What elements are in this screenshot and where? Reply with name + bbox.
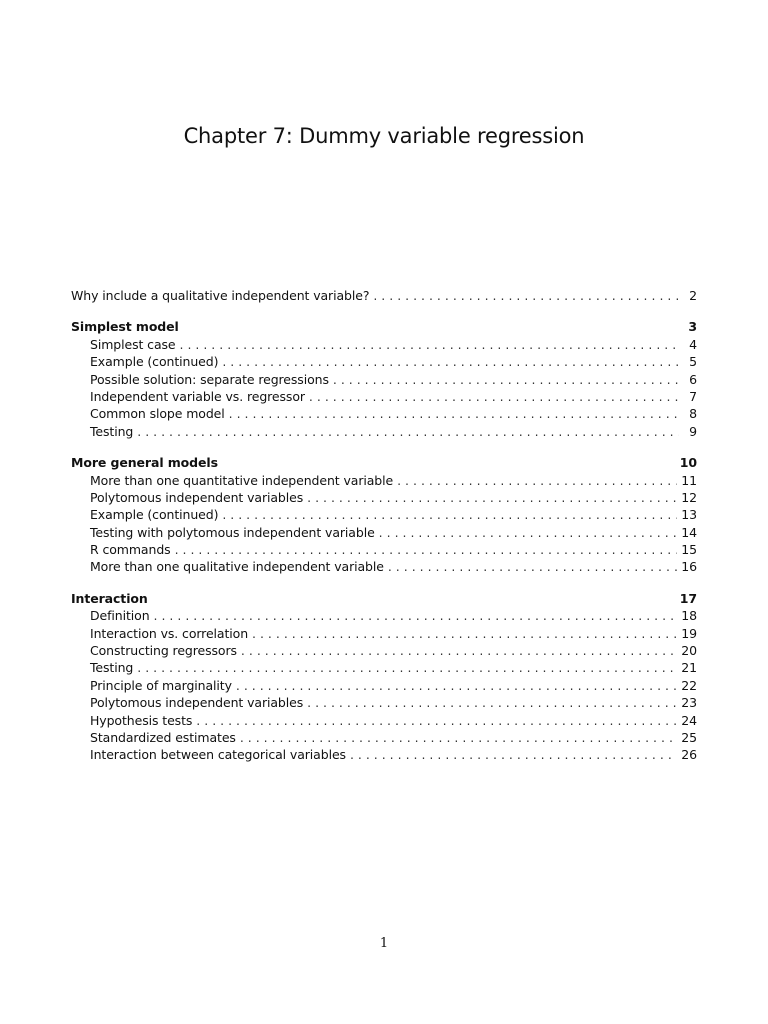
toc-entry-page: 8 xyxy=(689,406,697,422)
toc-leader-dots xyxy=(236,677,677,694)
toc-entry-page: 19 xyxy=(681,625,697,641)
toc-entry-page: 4 xyxy=(689,336,697,352)
toc-entry[interactable] xyxy=(71,336,697,353)
toc-entry[interactable] xyxy=(71,694,697,711)
toc-entry-label: More than one quantitative independent variable xyxy=(90,472,394,488)
toc-entry[interactable] xyxy=(71,524,697,541)
toc-entry[interactable] xyxy=(71,388,697,405)
toc-section-interaction xyxy=(71,590,697,764)
toc-entry-page: 16 xyxy=(681,559,697,575)
toc-entry[interactable] xyxy=(71,712,697,729)
toc-entry-intro[interactable] xyxy=(71,287,697,304)
toc-entry[interactable] xyxy=(71,558,697,575)
toc-entry-label: Testing xyxy=(90,660,134,676)
toc-entry[interactable] xyxy=(71,625,697,642)
page-number: 1 xyxy=(379,936,389,951)
toc-entry-label: Constructing regressors xyxy=(90,643,237,659)
toc-entry-label: Possible solution: separate regressions xyxy=(90,371,329,387)
toc-section-heading[interactable] xyxy=(71,318,697,335)
toc-entry-label: Principle of marginality xyxy=(90,677,232,693)
toc-leader-dots xyxy=(373,287,679,304)
toc-entry-page: 13 xyxy=(681,507,697,523)
toc-leader-dots xyxy=(397,472,677,489)
toc-leader-dots xyxy=(222,353,679,370)
toc-leader-dots xyxy=(196,712,677,729)
toc-entry[interactable] xyxy=(71,472,697,489)
toc-entry[interactable] xyxy=(71,746,697,763)
toc-entry[interactable] xyxy=(71,659,697,676)
toc-section-heading[interactable] xyxy=(71,454,697,471)
toc-entry-label: Interaction vs. correlation xyxy=(90,625,249,641)
toc-leader-dots xyxy=(252,625,677,642)
toc-entry-page: 24 xyxy=(681,712,697,728)
toc-entry[interactable] xyxy=(71,353,697,370)
toc-entry-page: 5 xyxy=(689,354,697,370)
toc-entry-page: 14 xyxy=(681,524,697,540)
toc-entry-label: Why include a qualitative independent variable? xyxy=(71,288,370,303)
toc-entry[interactable] xyxy=(71,642,697,659)
toc-entry[interactable] xyxy=(71,489,697,506)
toc-leader-dots xyxy=(137,423,679,440)
toc-leader-dots xyxy=(137,659,677,676)
toc-leader-dots xyxy=(222,506,677,523)
toc-entry-label: Testing xyxy=(90,423,134,439)
toc-entry[interactable] xyxy=(71,405,697,422)
toc-entry[interactable] xyxy=(71,371,697,388)
toc-leader-dots xyxy=(379,524,678,541)
toc-entry-page: 7 xyxy=(689,388,697,404)
toc-entry-label: Independent variable vs. regressor xyxy=(90,388,305,404)
toc-entry[interactable] xyxy=(71,607,697,624)
toc-entry[interactable] xyxy=(71,541,697,558)
toc-entry-label: Example (continued) xyxy=(90,507,219,523)
toc-section-heading-label: Interaction xyxy=(71,590,148,606)
toc-leader-dots xyxy=(241,642,677,659)
toc-entry-label: Hypothesis tests xyxy=(90,712,193,728)
toc-section-heading-label: Simplest model xyxy=(71,319,179,335)
toc-leader-dots xyxy=(307,489,677,506)
toc-entry-page: 2 xyxy=(689,288,697,303)
toc-leader-dots xyxy=(307,694,677,711)
toc-entry-page: 23 xyxy=(681,695,697,711)
toc-entry-page: 12 xyxy=(681,489,697,505)
toc-entry-page: 25 xyxy=(681,729,697,745)
toc-entry-label: Standardized estimates xyxy=(90,729,236,745)
toc-entry-page: 22 xyxy=(681,677,697,693)
toc-entry-label: Polytomous independent variables xyxy=(90,695,304,711)
toc-section-heading-label: More general models xyxy=(71,455,218,471)
toc-entry-label: Common slope model xyxy=(90,406,225,422)
toc-entry-label: More than one qualitative independent variable xyxy=(90,559,384,575)
page-title: Chapter 7: Dummy variable regression xyxy=(183,124,585,148)
toc-entry[interactable] xyxy=(71,729,697,746)
toc-leader-dots xyxy=(240,729,677,746)
toc-section-more-general-models xyxy=(71,454,697,576)
toc-leader-dots xyxy=(309,388,679,405)
toc-entry-page: 21 xyxy=(681,660,697,676)
toc-leader-dots xyxy=(180,336,679,353)
toc-entry[interactable] xyxy=(71,506,697,523)
toc-section-heading[interactable] xyxy=(71,590,697,607)
toc-entry-label: R commands xyxy=(90,542,171,558)
toc-entry-label: Interaction between categorical variables xyxy=(90,747,346,763)
toc-entry-label: Definition xyxy=(90,608,150,624)
toc-entry-page: 6 xyxy=(689,371,697,387)
toc-leader-dots xyxy=(175,541,678,558)
toc-leader-dots xyxy=(229,405,679,422)
toc-entry-label: Polytomous independent variables xyxy=(90,489,304,505)
toc-section-heading-page: 17 xyxy=(679,590,697,606)
toc-entry[interactable] xyxy=(71,423,697,440)
toc-entry-page: 15 xyxy=(681,542,697,558)
toc-section-heading-page: 3 xyxy=(688,319,697,335)
toc-section-heading-page: 10 xyxy=(679,455,697,471)
toc-leader-dots xyxy=(154,607,678,624)
toc-entry-page: 18 xyxy=(681,608,697,624)
toc-leader-dots xyxy=(350,746,677,763)
toc-entry-page: 20 xyxy=(681,643,697,659)
toc-section-simplest-model xyxy=(71,318,697,440)
toc-leader-dots xyxy=(333,371,679,388)
toc-entry-label: Example (continued) xyxy=(90,354,219,370)
toc-entry-label: Simplest case xyxy=(90,336,176,352)
toc-entry-page: 9 xyxy=(689,423,697,439)
table-of-contents xyxy=(71,287,697,764)
toc-entry[interactable] xyxy=(71,677,697,694)
toc-leader-dots xyxy=(388,558,677,575)
toc-entry-page: 26 xyxy=(681,747,697,763)
toc-entry-label: Testing with polytomous independent variable xyxy=(90,524,375,540)
toc-entry-page: 11 xyxy=(681,472,697,488)
